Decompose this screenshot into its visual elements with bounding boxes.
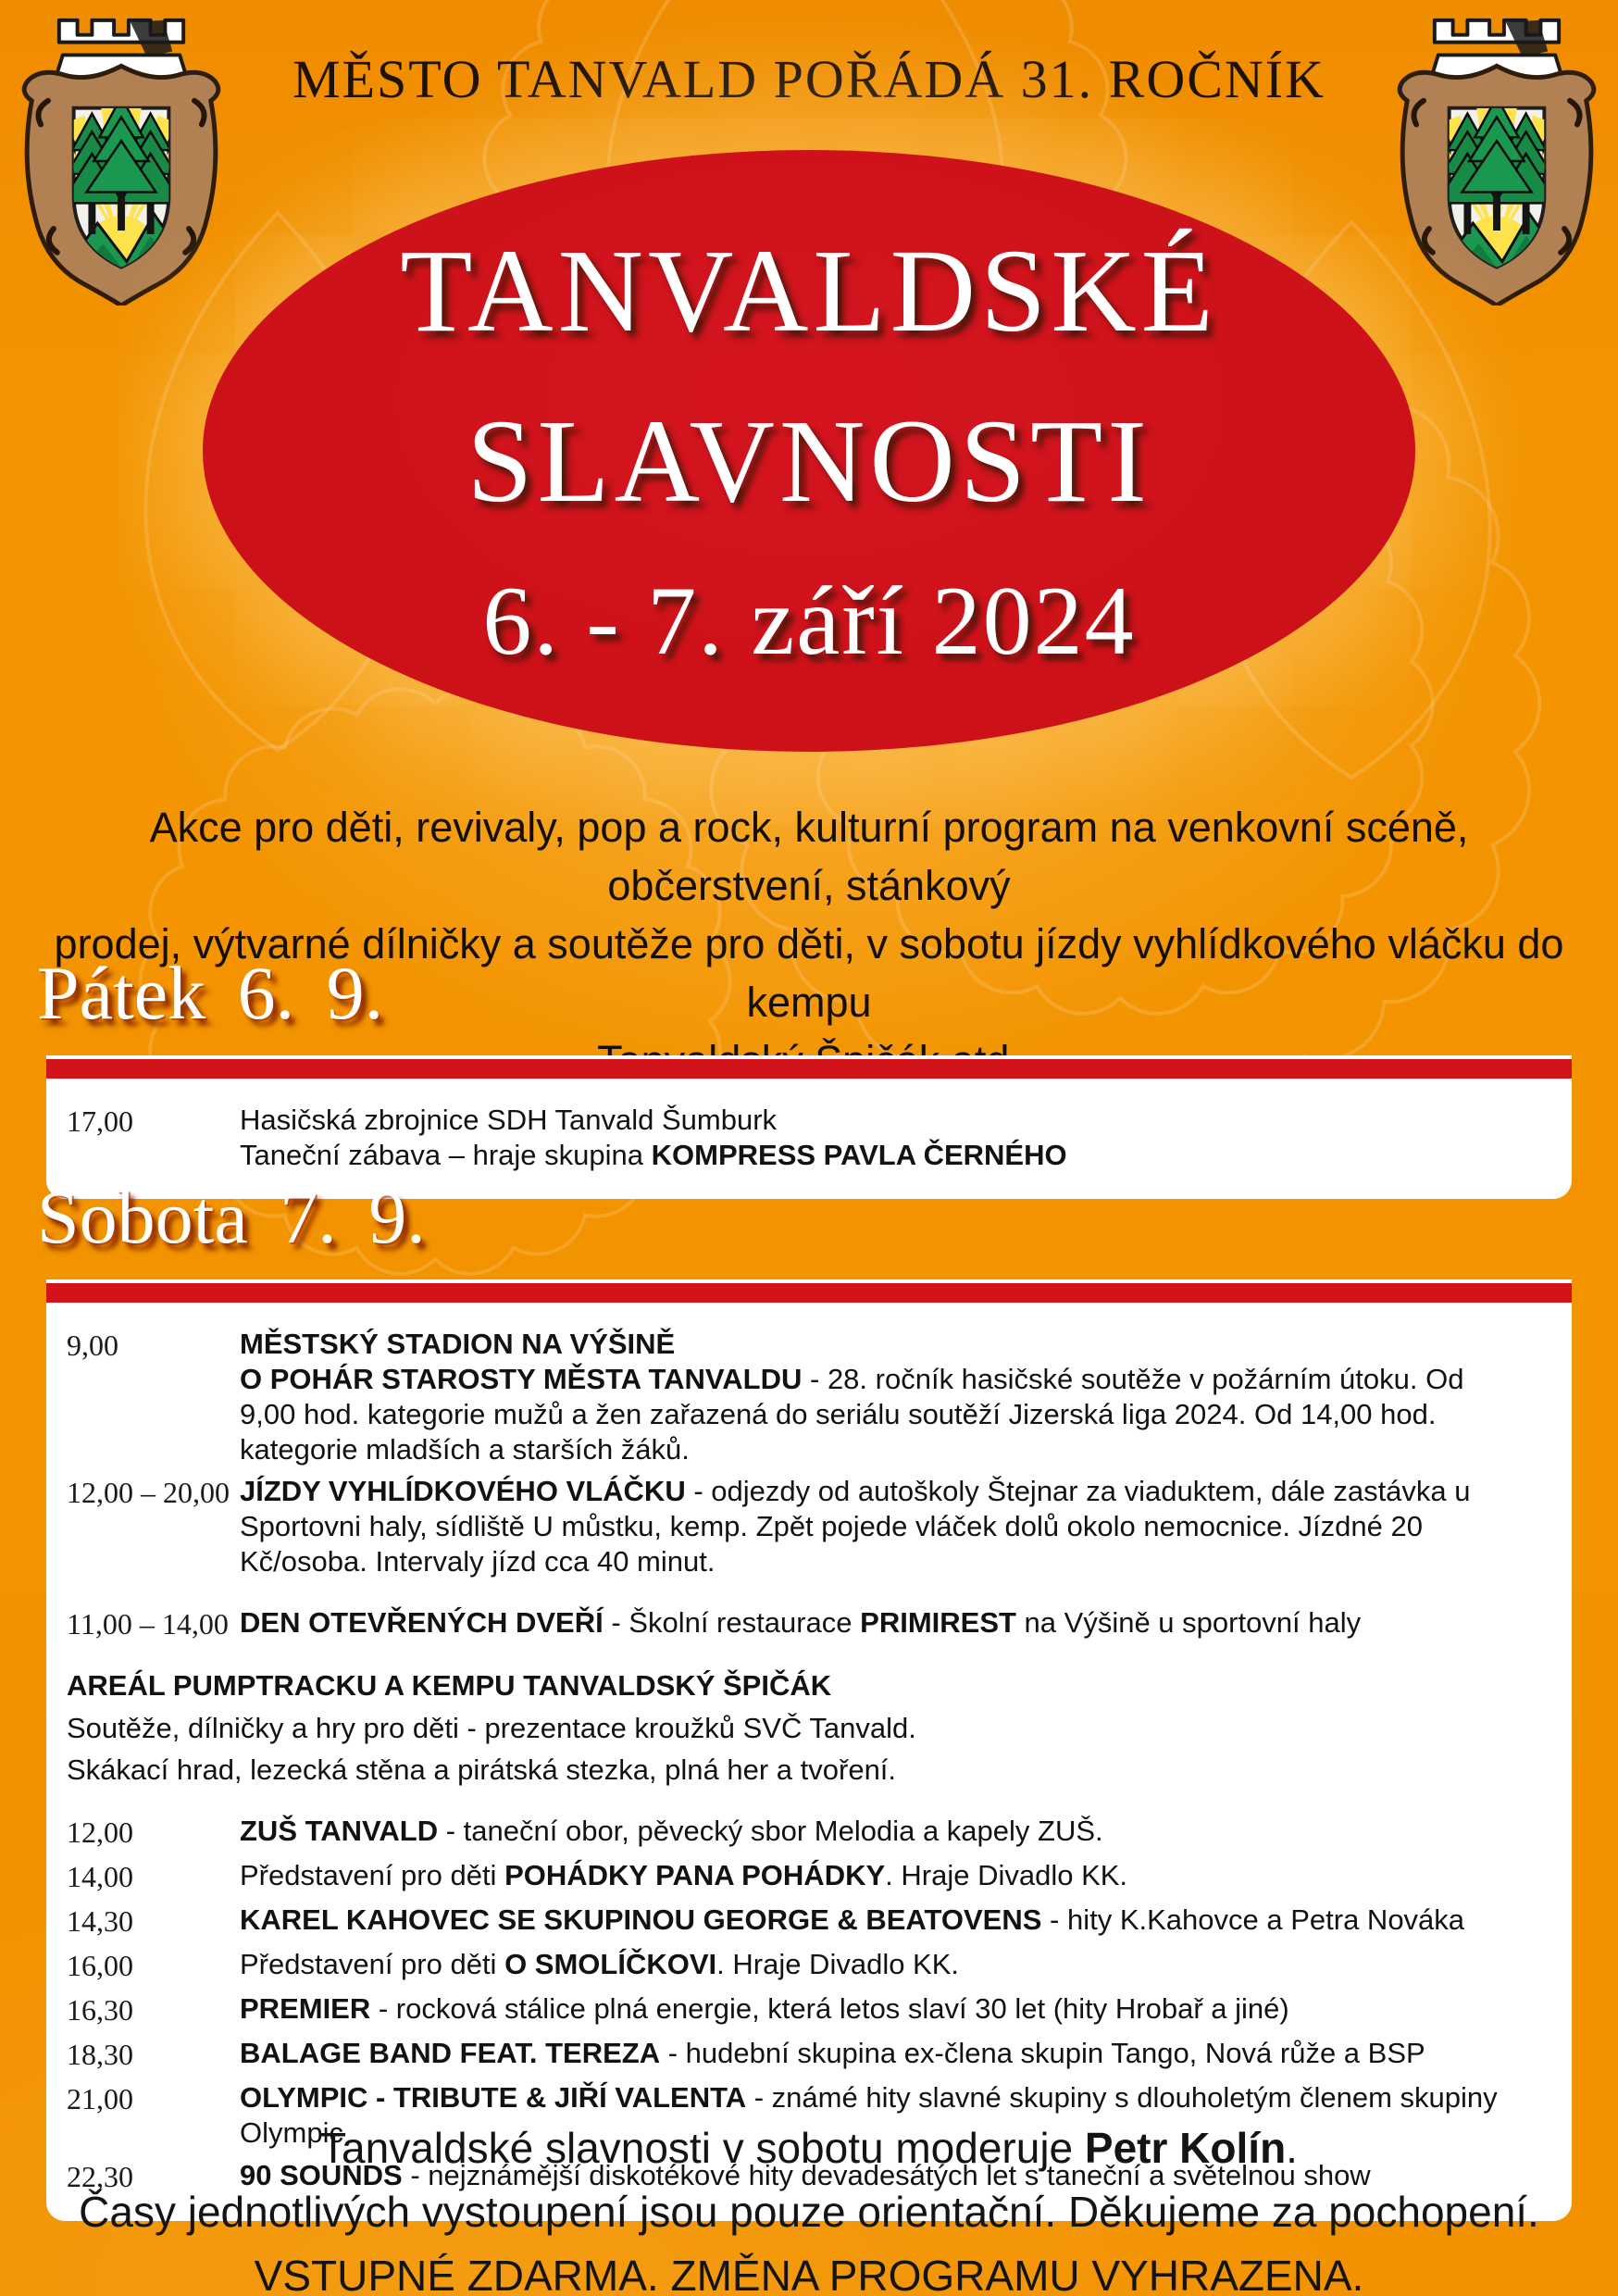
schedule-time: 14,30	[67, 1904, 133, 1939]
schedule-line	[240, 2036, 1522, 2071]
schedule-line	[240, 1991, 1522, 2027]
schedule-time: 21,00	[67, 2082, 133, 2116]
schedule-line	[67, 1753, 1522, 1788]
schedule-line	[240, 1138, 1522, 1173]
schedule-description	[67, 1668, 1537, 1703]
schedule-line	[240, 1327, 1522, 1362]
schedule-row	[67, 1103, 1537, 1173]
red-divider-bar	[46, 1055, 1572, 1079]
schedule-time: 17,00	[67, 1104, 133, 1139]
schedule-line	[67, 1711, 1522, 1746]
schedule-row	[67, 1991, 1537, 2028]
schedule-description	[240, 2036, 1537, 2073]
text: na Výšině u sportovní haly	[1015, 1605, 1362, 1639]
text: - Školní restaurace	[603, 1605, 861, 1639]
header-title: MĚSTO TANVALD POŘÁDÁ 31. ROČNÍK	[292, 49, 1326, 109]
schedule-row	[67, 1753, 1537, 1788]
saturday-heading: Sobota 7. 9.	[37, 1175, 426, 1259]
text: Soutěže, dílničky a hry pro děti - prezentace kroužků SVČ Tanvald.	[67, 1711, 916, 1744]
saturday-schedule-box	[46, 1279, 1572, 2221]
text: Skákací hrad, lezecká stěna a pirátská stezka, plná her a tvoření.	[67, 1753, 897, 1787]
schedule-row	[67, 1668, 1537, 1703]
bold-text: 90 SOUNDS	[240, 2159, 403, 2192]
schedule-line	[240, 1947, 1522, 1982]
schedule-description	[240, 1903, 1537, 1940]
schedule-description	[240, 1605, 1537, 1642]
text: - hity K.Kahovce a Petra Nováka	[1041, 1903, 1465, 1937]
footer-times-note: Časy jednotlivých vystoupení jsou pouze orientační. Děkujeme za pochopení.	[79, 2187, 1539, 2236]
footer-moderator-line	[56, 2122, 1562, 2176]
bold-text: MĚSTSKÝ STADION NA VÝŠINĚ	[240, 1328, 676, 1361]
text: - odjezdy od autoškoly Štejnar za viaduktem, dále zastávka u Sportovni haly, sídliště U můstku, kemp. Zpět pojede vláček dolů okolo nemocnice. Jízdné 20 Kč/osoba. Intervaly jízd cca 40 minut.	[240, 1475, 1471, 1578]
schedule-line	[240, 1103, 1522, 1138]
schedule-line	[240, 1362, 1522, 1466]
bold-text: O POHÁR STAROSTY MĚSTA TANVALDU	[240, 1362, 803, 1395]
text: - taneční obor, pěvecký sbor Melodia a kapely ZUŠ.	[438, 1815, 1103, 1848]
bold-text: DEN OTEVŘENÝCH DVEŘÍ	[240, 1605, 604, 1639]
bold-text: KOMPRESS PAVLA ČERNÉHO	[651, 1138, 1067, 1171]
text: .	[1286, 2124, 1298, 2172]
footer	[56, 2122, 1562, 2296]
text: Představení pro děti	[240, 1948, 505, 1981]
schedule-description	[240, 1947, 1537, 1984]
schedule-row	[67, 1711, 1537, 1746]
intro-line: Akce pro děti, revivaly, pop a rock, kulturní program na venkovní scéně, občerstvení, stánkový	[149, 804, 1469, 909]
title-dates: 6. - 7. září 2024	[482, 567, 1136, 675]
title-line-2: SLAVNOSTI	[467, 395, 1151, 527]
bold-text: O SMOLÍČKOVI	[504, 1948, 717, 1981]
schedule-line	[240, 1474, 1522, 1578]
schedule-row	[67, 1327, 1537, 1466]
schedule-row	[67, 1474, 1537, 1578]
intro-line: prodej, výtvarné dílničky a soutěže pro děti, v sobotu jízdy vyhlídkového vláčku do kempu	[54, 920, 1564, 1026]
schedule-row	[67, 1605, 1537, 1642]
text: - 28. ročník hasičské soutěže v požárním útoku. Od 9,00 hod. kategorie mužů a žen zařazená do seriálu soutěží Jizerská liga 2024. Od 14,00 hod. kategorie mladších a starších žáků.	[240, 1362, 1464, 1466]
text: - známé hity slavné skupiny s dlouholetým členem skupiny Olympic	[240, 2081, 1498, 2150]
schedule-time: 11,00 – 14,00	[67, 1606, 229, 1641]
saturday-schedule	[46, 1303, 1572, 2221]
title-ellipse	[203, 150, 1415, 752]
schedule-time: 14,00	[67, 1860, 133, 1894]
text: - hudební skupina ex-člena skupin Tango, Nová růže a BSP	[660, 2037, 1425, 2070]
schedule-time: 12,00	[67, 1816, 133, 1850]
schedule-row	[67, 1947, 1537, 1984]
text: Tanvaldské slavnosti v sobotu moderuje	[320, 2124, 1085, 2172]
friday-section	[0, 951, 1618, 1199]
title-line-1: TANVALDSKÉ	[400, 225, 1218, 356]
bold-text: BALAGE BAND FEAT. TEREZA	[240, 2037, 661, 2070]
schedule-time: 9,00	[67, 1329, 118, 1363]
schedule-line	[67, 1668, 1522, 1703]
schedule-description	[240, 1327, 1537, 1466]
schedule-description	[67, 1711, 1537, 1746]
schedule-description	[240, 1858, 1537, 1895]
text: - nejznámější diskotékové hity devadesátých let s taneční a světelnou show	[402, 2159, 1371, 2192]
schedule-row	[67, 1858, 1537, 1895]
schedule-description	[240, 1103, 1537, 1173]
bold-text: PREMIER	[240, 1992, 371, 2026]
saturday-section	[0, 1175, 1618, 2221]
text: Taneční zábava – hraje skupina	[240, 1138, 652, 1171]
bold-text: PRIMIREST	[860, 1605, 1016, 1639]
schedule-description	[240, 1814, 1537, 1851]
schedule-line	[240, 1605, 1522, 1641]
bold-text: JÍZDY VYHLÍDKOVÉHO VLÁČKU	[240, 1475, 686, 1508]
schedule-time: 16,30	[67, 1993, 133, 2028]
red-divider-bar	[46, 1279, 1572, 1303]
text: Představení pro děti	[240, 1859, 505, 1892]
schedule-time: 16,00	[67, 1949, 133, 1983]
bold-text: Petr Kolín	[1084, 2124, 1287, 2172]
schedule-row	[67, 2036, 1537, 2073]
bold-text: POHÁDKY PANA POHÁDKY	[504, 1859, 886, 1892]
footer-admission-note: VSTUPNÉ ZDARMA. ZMĚNA PROGRAMU VYHRAZENA.	[254, 2251, 1364, 2296]
schedule-line	[240, 1814, 1522, 1849]
schedule-description	[240, 1474, 1537, 1578]
bold-text: ZUŠ TANVALD	[240, 1815, 439, 1848]
schedule-line	[240, 1903, 1522, 1938]
schedule-row	[67, 1903, 1537, 1940]
schedule-description	[240, 1991, 1537, 2028]
friday-heading: Pátek 6. 9.	[37, 951, 384, 1035]
schedule-row	[67, 1814, 1537, 1851]
text: . Hraje Divadlo KK.	[885, 1859, 1128, 1892]
schedule-description	[67, 1753, 1537, 1788]
text: . Hraje Divadlo KK.	[716, 1948, 960, 1981]
schedule-line	[240, 1858, 1522, 1893]
text: - rocková stálice plná energie, která letos slaví 30 let (hity Hrobař a jiné)	[370, 1992, 1289, 2026]
schedule-time: 12,00 – 20,00	[67, 1476, 230, 1510]
schedule-time: 22,30	[67, 2160, 133, 2194]
bold-text: KAREL KAHOVEC SE SKUPINOU GEORGE & BEATOVENS	[240, 1903, 1042, 1937]
text: Hasičská zbrojnice SDH Tanvald Šumburk	[240, 1104, 778, 1137]
schedule-time: 18,30	[67, 2038, 133, 2072]
bold-text: OLYMPIC - TRIBUTE & JIŘÍ VALENTA	[240, 2081, 747, 2115]
bold-text: AREÁL PUMPTRACKU A KEMPU TANVALDSKÝ ŠPIČÁK	[67, 1668, 832, 1702]
